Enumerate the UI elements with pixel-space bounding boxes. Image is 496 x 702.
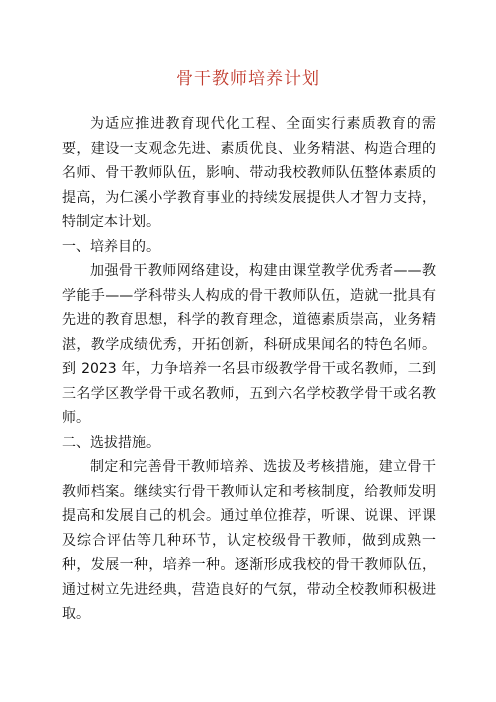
section-heading-selection: 二、选拔措施。 (62, 434, 160, 451)
section-heading-goals: 一、培养目的。 (62, 238, 160, 255)
goals-paragraph: 加强骨干教师网络建设，构建由课堂教学优秀者——教学能手——学科带头人构成的骨干教师队伍，造就一批具有先进的教育思想，科学的教育理念，道德素质崇高，业务精湛，教学成绩优秀，开拓创新，科研成果闻名的特色名师。到 2023 年，力争培养一名县市级教学骨干或名教师，二到三名学区教学骨干或名教师，五到六名学校教学骨干或名教师。 (62, 263, 436, 426)
document-body (62, 112, 436, 627)
document-title: 骨干教师培养计划 (176, 69, 320, 89)
intro-paragraph: 为适应推进教育现代化工程、全面实行素质教育的需要，建设一支观念先进、素质优良、业务精湛、构造合理的名师、骨干教师队伍，影响、带动我校教师队伍整体素质的提高，为仁溪小学教育事业的持续发展提供人才智力支持，特制定本计划。 (62, 116, 436, 230)
selection-paragraph: 制定和完善骨干教师培养、选拔及考核措施，建立骨干教师档案。继续实行骨干教师认定和考核制度，给教师发明提高和发展自己的机会。通过单位推荐，听课、说课、评课及综合评估等几种环节，认定校级骨干教师，做到成熟一种，发展一种，培养一种。逐渐形成我校的骨干教师队伍，通过树立先进经典，营造良好的气氛，带动全校教师积极进取。 (62, 459, 436, 622)
